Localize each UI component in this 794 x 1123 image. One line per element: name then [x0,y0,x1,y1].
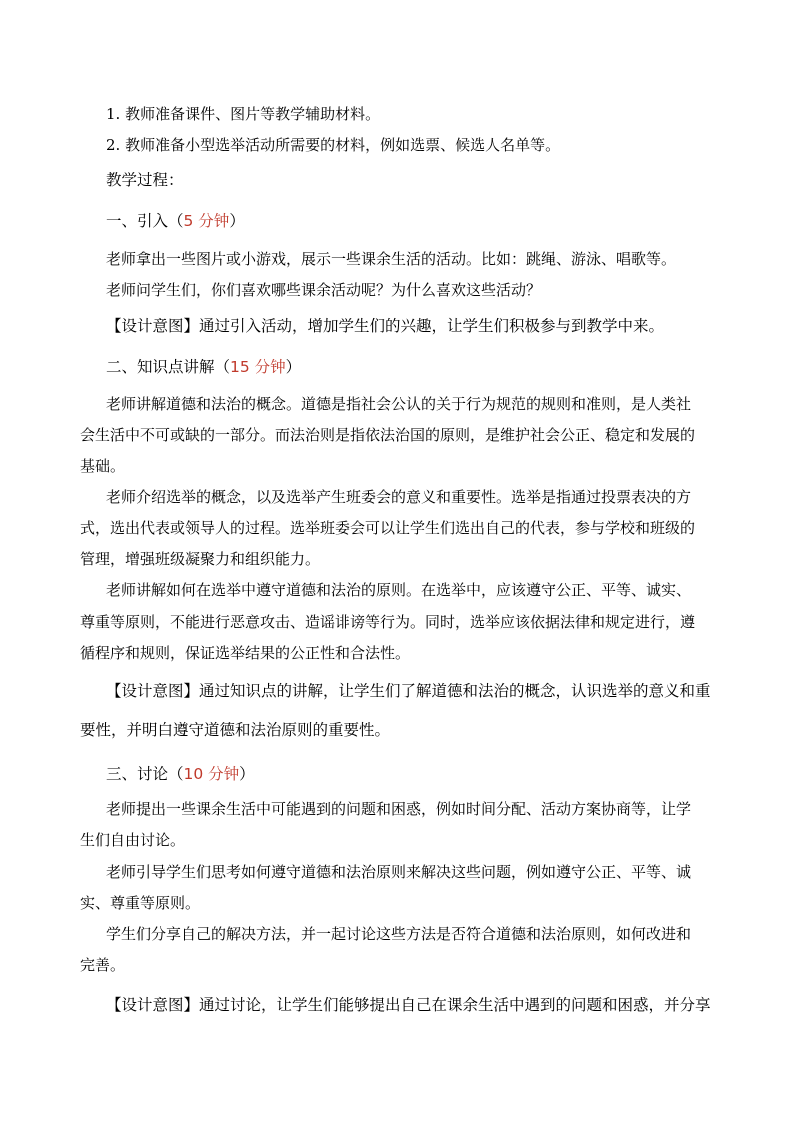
section-heading-text: 一、引入（ [106,212,184,230]
paragraph-line: 基础。 [80,457,126,475]
process-title: 教学过程： [106,171,184,189]
paragraph-line: 老师拿出一些图片或小游戏，展示一些课余生活的活动。比如：跳绳、游泳、唱歌等。 [106,250,677,268]
paragraph-line: 生们自由讨论。 [80,831,186,849]
design-intent-continued: 要性，并明白遵守道德和法治原则的重要性。 [80,721,391,739]
paragraph-line: 尊重等原则，不能进行恶意攻击、造谣诽谤等行为。同时，选举应该依据法律和规定进行，遵 [80,613,696,631]
paragraph-line: 循程序和规则，保证选举结果的公正性和合法性。 [80,644,411,662]
paragraph-line: 老师问学生们，你们喜欢哪些课余活动呢？为什么喜欢这些活动？ [106,281,542,299]
paragraph-line: 老师讲解道德和法治的概念。道德是指社会公认的关于行为规范的规则和准则，是人类社 [106,395,692,413]
paragraph-line: 老师介绍选举的概念，以及选举产生班委会的意义和重要性。选举是指通过投票表决的方 [106,488,692,506]
paragraph-line: 老师讲解如何在选举中遵守道德和法治的原则。在选举中，应该遵守公正、平等、诚实、 [106,581,692,599]
paragraph-line: 学生们分享自己的解决方法，并一起讨论这些方法是否符合道德和法治原则，如何改进和 [106,925,692,943]
section-heading-text: 三、讨论（ [106,765,184,783]
prep-item-2: 2. 教师准备小型选举活动所需要的材料，例如选票、候选人名单等。 [106,136,561,154]
paragraph-line: 会生活中不可或缺的一部分。而法治则是指依法治国的原则，是维护社会公正、稳定和发展的 [80,426,696,444]
section-heading-knowledge [106,357,301,377]
design-intent: 【设计意图】通过讨论，让学生们能够提出自己在课余生活中遇到的问题和困惑，并分享 [106,996,711,1014]
section-time: 5 分钟 [183,212,230,230]
prep-item-1: 1. 教师准备课件、图片等教学辅助材料。 [106,105,381,123]
section-heading-intro [106,211,245,231]
section-heading-close: ） [285,358,302,376]
paragraph-line: 老师引导学生们思考如何遵守道德和法治原则来解决这些问题，例如遵守公正、平等、诚 [106,863,692,881]
design-intent: 【设计意图】通过知识点的讲解，让学生们了解道德和法治的概念，认识选举的意义和重 [106,682,711,700]
section-heading-text: 二、知识点讲解（ [106,358,231,376]
paragraph-line: 管理，增强班级凝聚力和组织能力。 [80,550,321,568]
paragraph-line: 老师提出一些课余生活中可能遇到的问题和困惑，例如时间分配、活动方案协商等，让学 [106,800,692,818]
section-heading-close: ） [239,765,255,783]
paragraph-line: 式，选出代表或领导人的过程。选举班委会可以让学生们选出自己的代表，参与学校和班级的 [80,519,696,537]
section-heading-discussion [106,764,255,784]
section-time: 15 分钟 [230,358,286,376]
design-intent: 【设计意图】通过引入活动，增加学生们的兴趣，让学生们积极参与到教学中来。 [106,317,665,335]
section-heading-close: ） [229,212,245,230]
paragraph-line: 实、尊重等原则。 [80,894,201,912]
section-time: 10 分钟 [183,765,240,783]
paragraph-line: 完善。 [80,956,126,974]
